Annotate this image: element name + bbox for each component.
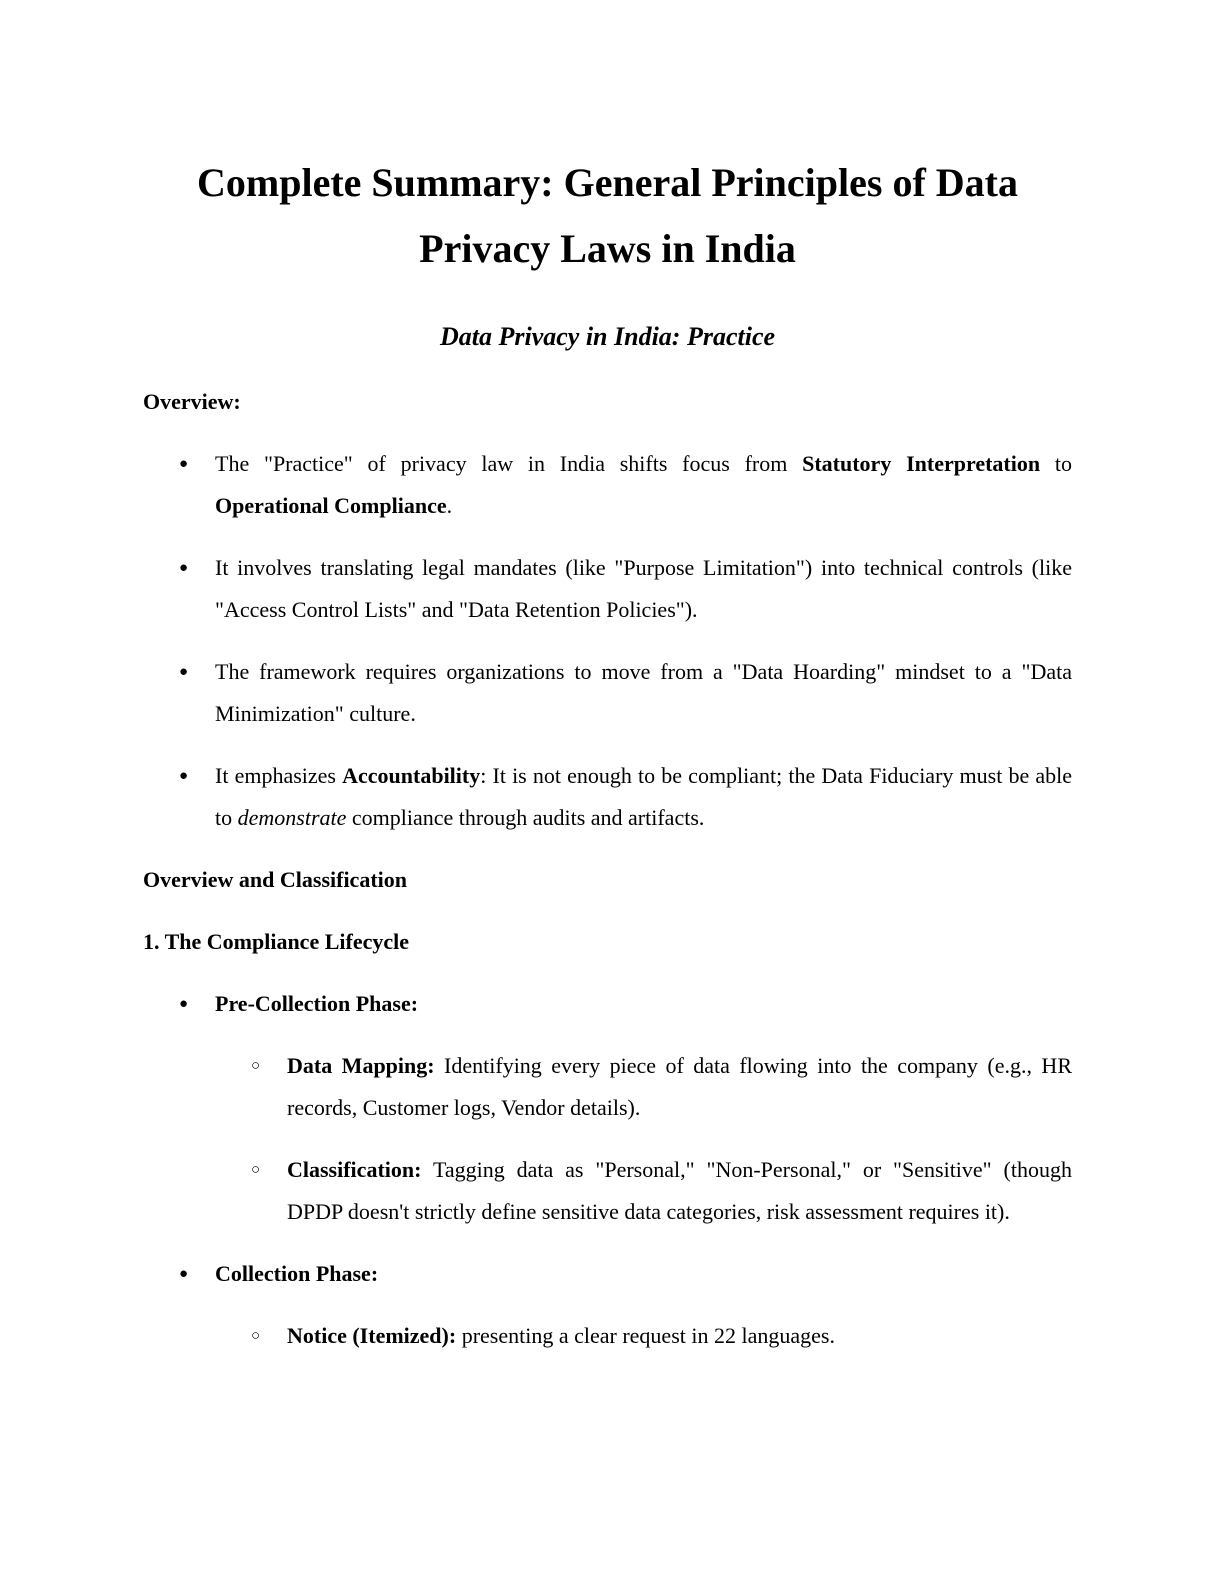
text-segment-bold: Statutory Interpretation [802, 451, 1041, 476]
text-segment: : It is not enough to be compliant; the Data Fiduciary must be able to [215, 763, 1072, 830]
text-segment: It emphasizes [215, 763, 343, 788]
term-label-bold: Data Mapping: [287, 1053, 435, 1078]
phase-label-bold: Collection Phase: [215, 1261, 379, 1286]
list-item-text [215, 443, 1072, 527]
title-line-2: Privacy Laws in India [419, 226, 796, 271]
list-item-text [215, 983, 1072, 1025]
sub-list-item [251, 1315, 1072, 1357]
sub-list-item [251, 1045, 1072, 1129]
text-segment: The "Practice" of privacy law in India shifts focus from [215, 451, 803, 476]
text-segment: compliance through audits and artifacts. [346, 805, 705, 830]
sub-list-item-text [287, 1045, 1072, 1129]
term-label-bold: Classification: [287, 1157, 422, 1182]
bullet-icon: ● [179, 664, 189, 680]
bullet-icon: ● [179, 456, 189, 472]
bullet-icon: ● [179, 1266, 189, 1282]
list-item [179, 651, 1072, 735]
text-segment: Identifying every piece of data flowing into the company (e.g., HR records, Customer logs, Vendor details). [287, 1053, 1072, 1120]
text-segment: Tagging data as "Personal," "Non-Personal," or "Sensitive" (though DPDP doesn't strictly define sensitive data categories, risk assessment requires it). [287, 1157, 1072, 1224]
list-item-text: It involves translating legal mandates (like "Purpose Limitation") into technical controls (like "Access Control Lists" and "Data Retention Policies"). [215, 555, 1072, 622]
circle-bullet-icon: ○ [251, 1058, 261, 1074]
sub-list-item-text [287, 1149, 1072, 1233]
circle-bullet-icon: ○ [251, 1328, 261, 1344]
bullet-icon: ● [179, 768, 189, 784]
list-item [179, 755, 1072, 839]
document-subtitle: Data Privacy in India: Practice [439, 322, 776, 351]
circle-bullet-icon: ○ [251, 1162, 261, 1178]
list-item [179, 1253, 1072, 1295]
list-item-text [215, 1253, 1072, 1295]
sub-list-item [251, 1149, 1072, 1233]
bullet-icon: ● [179, 560, 189, 576]
document-title [143, 150, 1072, 282]
lifecycle-heading: 1. The Compliance Lifecycle [143, 929, 409, 954]
text-segment-bold: Operational Compliance [215, 493, 447, 518]
list-item-text [215, 755, 1072, 839]
text-segment-bold: Accountability [342, 763, 481, 788]
title-line-1: Complete Summary: General Principles of Data [197, 160, 1018, 205]
list-item [179, 443, 1072, 527]
list-item [179, 983, 1072, 1025]
term-label-bold: Notice (Itemized): [287, 1323, 457, 1348]
text-segment: presenting a clear request in 22 languages. [456, 1323, 835, 1348]
text-segment: . [446, 493, 453, 518]
text-segment-italic: demonstrate [237, 805, 347, 830]
list-item [179, 547, 1072, 631]
overview-heading: Overview: [143, 389, 241, 414]
sub-list-item-text [287, 1315, 1072, 1357]
classification-heading: Overview and Classification [143, 867, 407, 892]
text-segment: to [1040, 451, 1072, 476]
list-item-text: The framework requires organizations to move from a "Data Hoarding" mindset to a "Data Minimization" culture. [215, 659, 1072, 726]
phase-label-bold: Pre-Collection Phase: [215, 991, 419, 1016]
bullet-icon: ● [179, 996, 189, 1012]
